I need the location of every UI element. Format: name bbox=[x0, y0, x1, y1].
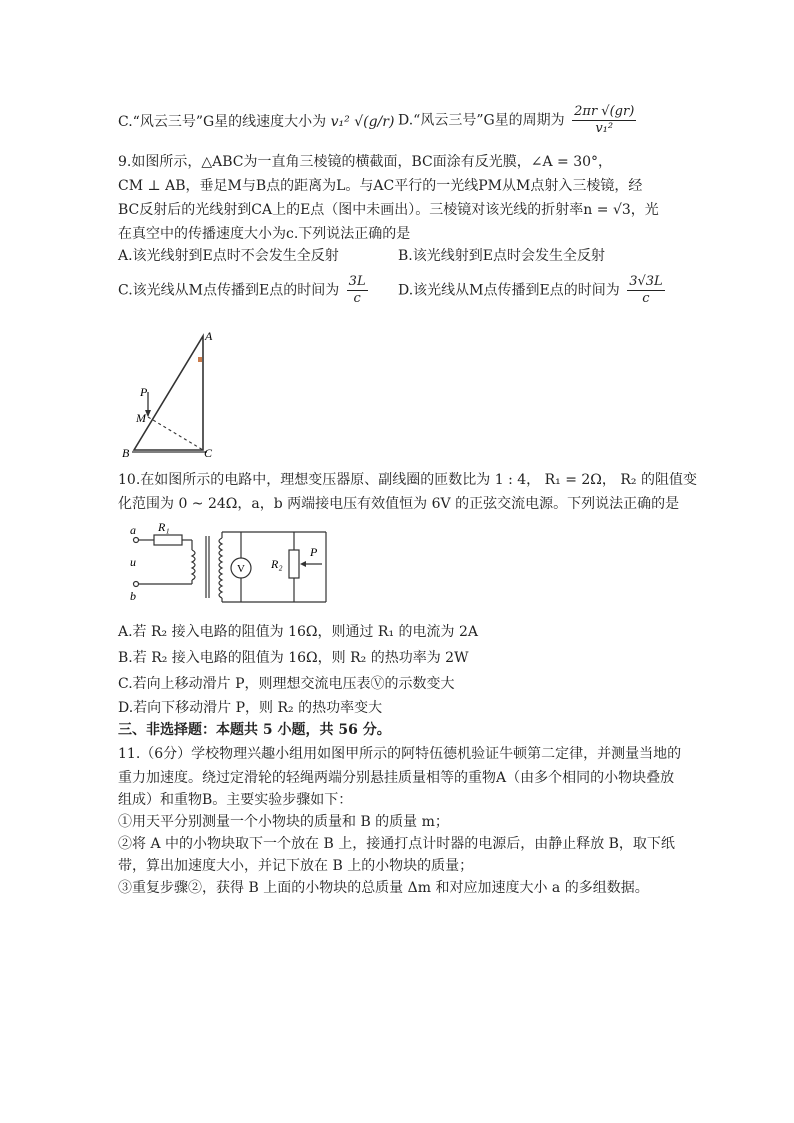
q11-step2-line2: 带，算出加速度大小，并记下放在 B 上的小物块的质量； bbox=[118, 858, 474, 874]
terminal-a bbox=[134, 538, 139, 543]
q11-line2: 重力加速度。绕过定滑轮的轻绳两端分别悬挂质量相等的重物A（由多个相同的小物块叠放 bbox=[118, 770, 675, 786]
circuit-figure bbox=[126, 518, 336, 610]
q11-line3: 组成）和重物B。主要实验步骤如下： bbox=[118, 792, 353, 808]
q8-option-d-text: D.“风云三号”G星的周期为 bbox=[398, 112, 565, 129]
resistor-r2 bbox=[289, 550, 299, 578]
label-u: u bbox=[130, 555, 136, 569]
q9-option-c-numerator: 3L bbox=[348, 274, 366, 289]
q8-option-d-denominator: v₁² bbox=[595, 121, 614, 136]
label-r2: R₂ bbox=[271, 557, 283, 571]
label-b: b bbox=[130, 589, 136, 603]
q10-stem-line2: 化范围为 0 ~ 24Ω，a，b 两端接电压有效值恒为 6V 的正弦交流电源。下列说法正确的是 bbox=[118, 496, 680, 512]
q11-step2-line1: ②将 A 中的小物块取下一个放在 B 上，接通打点计时器的电源后，由静止释放 B，取下纸 bbox=[118, 836, 675, 852]
section-3-heading: 三、非选择题：本题共 5 小题，共 56 分。 bbox=[118, 722, 391, 738]
q9-option-b: B.该光线射到E点时会发生全反射 bbox=[398, 248, 605, 264]
primary-coil bbox=[192, 550, 195, 580]
cm-dashed-line bbox=[148, 417, 203, 450]
label-c: C bbox=[204, 446, 213, 458]
slider-arrowhead bbox=[300, 561, 306, 567]
label-b: B bbox=[122, 446, 130, 458]
q9-option-d-text: D.该光线从M点传播到E点的时间为 bbox=[398, 282, 620, 299]
q11-step1: ①用天平分别测量一个小物块的质量和 B 的质量 m； bbox=[118, 814, 449, 830]
mark-on-ac bbox=[198, 357, 202, 362]
q9-option-a: A.该光线射到E点时不会发生全反射 bbox=[118, 248, 339, 264]
q9-option-d-denominator: c bbox=[642, 291, 650, 306]
q9-option-c-text: C.该光线从M点传播到E点的时间为 bbox=[118, 282, 340, 299]
terminal-b bbox=[134, 582, 139, 587]
label-a: A bbox=[205, 329, 213, 343]
q10-option-b: B.若 R₂ 接入电路的阻值为 16Ω，则 R₂ 的热功率为 2W bbox=[118, 650, 469, 666]
q10-option-a: A.若 R₂ 接入电路的阻值为 16Ω，则通过 R₁ 的电流为 2A bbox=[118, 624, 479, 640]
label-a: a bbox=[130, 523, 136, 537]
q10-stem-line1: 10.在如图所示的电路中，理想变压器原、副线圈的匝数比为 1 : 4， R₁ = 2Ω， R₂ 的阻值变 bbox=[118, 472, 697, 488]
label-m: M bbox=[136, 411, 146, 425]
q10-option-d: D.若向下移动滑片 P，则 R₂ 的热功率变大 bbox=[118, 700, 383, 716]
label-p: P bbox=[140, 385, 148, 399]
q9-option-c-denominator: c bbox=[353, 291, 361, 306]
q8-option-c-text: C.“风云三号”G星的线速度大小为 bbox=[118, 114, 327, 130]
q9-stem-line2: CM ⊥ AB，垂足M与B点的距离为L。与AC平行的一光线PM从M点射入三棱镜，经 bbox=[118, 178, 643, 194]
q9-stem-line1: 9.如图所示，△ABC为一直角三棱镜的横截面，BC面涂有反光膜，∠A = 30°， bbox=[118, 154, 613, 170]
q11-step3: ③重复步骤②，获得 B 上面的小物块的总质量 Δm 和对应加速度大小 a 的多组数据。 bbox=[118, 880, 649, 896]
secondary-coil bbox=[219, 538, 222, 598]
q10-option-c: C.若向上移动滑片 P，则理想交流电压表Ⓥ的示数变大 bbox=[118, 676, 455, 692]
label-p: P bbox=[310, 545, 318, 559]
q9-stem-line3: BC反射后的光线射到CA上的E点（图中未画出）。三棱镜对该光线的折射率n = √3，光 bbox=[118, 202, 659, 218]
label-r1: R₁ bbox=[158, 520, 170, 534]
prism-figure bbox=[112, 326, 222, 458]
q9-option-d-numerator: 3√3L bbox=[629, 274, 663, 289]
q8-option-d bbox=[398, 104, 639, 137]
q9-option-c bbox=[118, 274, 371, 307]
q9-option-d bbox=[398, 274, 668, 307]
q8-option-c-formula: v₁² √(g/r) bbox=[330, 114, 395, 130]
q9-stem-line4: 在真空中的传播速度大小为c.下列说法正确的是 bbox=[118, 226, 411, 242]
q8-option-d-numerator: 2πr √(gr) bbox=[574, 104, 635, 119]
label-v: V bbox=[237, 563, 245, 575]
q11-line1: 11.（6分）学校物理兴趣小组用如图甲所示的阿特伍德机验证牛顿第二定律，并测量当地的 bbox=[118, 746, 682, 762]
resistor-r1 bbox=[154, 535, 182, 545]
q8-option-c bbox=[118, 112, 394, 132]
